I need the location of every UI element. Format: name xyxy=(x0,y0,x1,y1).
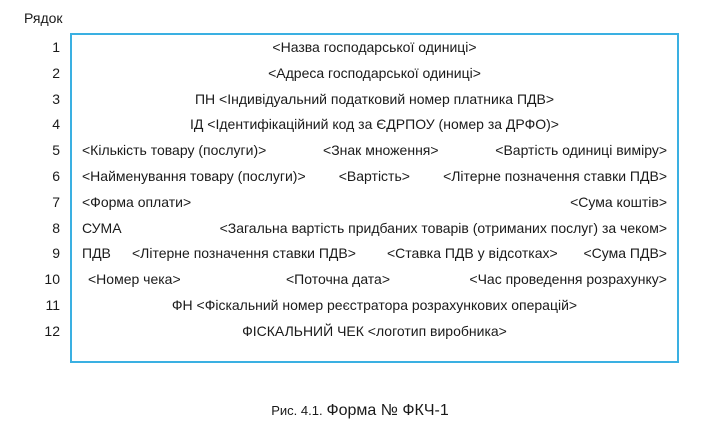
line-number: 1 xyxy=(52,39,60,55)
row-1 xyxy=(70,35,679,61)
line-number: 11 xyxy=(45,296,60,313)
column-header-row: Рядок xyxy=(24,10,63,26)
vat-amount-field: <Сума ПДВ> xyxy=(583,245,667,262)
line-number: 2 xyxy=(52,64,60,81)
line-number: 9 xyxy=(52,245,60,262)
row-9 xyxy=(70,241,679,267)
row-6 xyxy=(70,164,679,190)
item-cost-field: <Вартість> xyxy=(338,167,410,184)
vat-rate-field: <Ставка ПДВ у відсотках> xyxy=(387,245,558,262)
vat-letter-field: <Літерне позначення ставки ПДВ> xyxy=(132,245,356,262)
fiscal-receipt-logo-field: ФІСКАЛЬНИЙ ЧЕК <логотип виробника> xyxy=(242,322,507,339)
receipt-number-field: <Номер чека> xyxy=(88,271,181,288)
line-number: 4 xyxy=(52,116,60,133)
vat-letter-field: <Літерне позначення ставки ПДВ> xyxy=(443,167,667,184)
quantity-field: <Кількість товару (послуги)> xyxy=(82,142,267,159)
line-number: 12 xyxy=(44,322,60,339)
line-number: 5 xyxy=(52,142,60,159)
total-label: СУМА xyxy=(82,219,122,236)
line-number: 3 xyxy=(52,90,60,107)
current-date-field: <Поточна дата> xyxy=(286,271,391,288)
payment-amount-field: <Сума коштів> xyxy=(570,193,667,210)
figure-caption xyxy=(0,402,720,420)
row-5 xyxy=(70,138,679,164)
line-number: 8 xyxy=(52,219,60,236)
line-numbers xyxy=(24,35,64,345)
row-7 xyxy=(70,190,679,216)
row-8 xyxy=(70,216,679,242)
item-name-field: <Найменування товару (послуги)> xyxy=(82,167,306,184)
total-value-field: <Загальна вартість придбаних товарів (отриманих послуг) за чеком> xyxy=(219,219,667,236)
business-name-field: <Назва господарської одиниці> xyxy=(272,39,477,55)
unit-price-field: <Вартість одиниці виміру> xyxy=(495,142,667,159)
row-3 xyxy=(70,87,679,113)
caption-title: Форма № ФКЧ-1 xyxy=(326,402,449,419)
row-11 xyxy=(70,293,679,319)
line-number: 10 xyxy=(44,271,60,288)
payment-form-field: <Форма оплати> xyxy=(82,193,192,210)
fiscal-number-field: ФН <Фіскальний номер реєстратора розрахункових операцій> xyxy=(171,296,578,313)
row-2 xyxy=(70,61,679,87)
row-10 xyxy=(70,267,679,293)
business-address-field: <Адреса господарської одиниці> xyxy=(268,64,481,81)
receipt-rows xyxy=(70,35,679,345)
caption-prefix: Рис. 4.1. xyxy=(271,403,323,418)
payment-time-field: <Час проведення розрахунку> xyxy=(469,271,667,288)
line-number: 6 xyxy=(52,167,60,184)
line-number: 7 xyxy=(52,193,60,210)
vat-label: ПДВ xyxy=(82,245,111,262)
multiply-sign-field: <Знак множення> xyxy=(323,142,439,159)
row-4 xyxy=(70,112,679,138)
tax-number-field: ПН <Індивідуальний податковий номер платника ПДВ> xyxy=(194,90,555,107)
row-12 xyxy=(70,319,679,345)
id-code-field: ІД <Ідентифікаційний код за ЄДРПОУ (номер за ДРФО)> xyxy=(190,116,559,133)
